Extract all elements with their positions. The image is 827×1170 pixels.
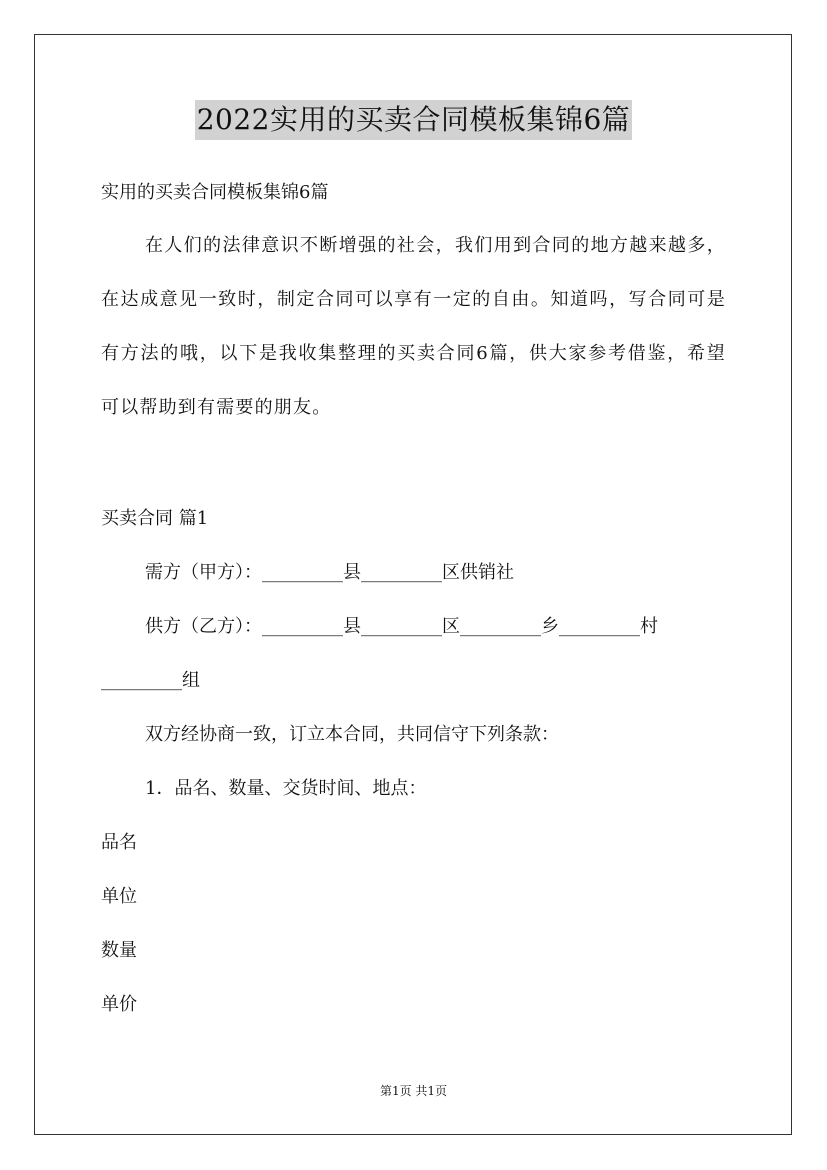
- title-container: [0, 100, 827, 140]
- clause-1: 1．品名、数量、交货时间、地点：: [145, 778, 427, 799]
- buyer-line: 需方（甲方）：_________县_________区供销社: [145, 562, 514, 583]
- section-heading: 买卖合同 篇1: [101, 508, 209, 529]
- field-quantity: 数量: [101, 940, 137, 961]
- document-subtitle: 实用的买卖合同模板集锦6篇: [101, 182, 329, 203]
- page-footer: 第1页 共1页: [379, 1084, 448, 1098]
- intro-paragraph: 在人们的法律意识不断增强的社会，我们用到合同的地方越来越多，在达成意见一致时，制定合同可以享有一定的自由。知道吗，写合同可是有方法的哦，以下是我收集整理的买卖合同6篇，供大家参考借鉴，希望可以帮助到有需要的朋友。: [101, 235, 726, 418]
- field-name: 品名: [101, 832, 137, 853]
- field-unit: 单位: [101, 886, 137, 907]
- agreement-line: 双方经协商一致，订立本合同，共同信守下列条款：: [145, 724, 559, 745]
- document-title: 2022实用的买卖合同模板集锦6篇: [195, 100, 633, 140]
- field-unit-price: 单价: [101, 994, 137, 1015]
- seller-line-2: _________组: [101, 670, 200, 691]
- seller-line-1: 供方（乙方）：_________县_________区_________乡_________村: [145, 616, 658, 637]
